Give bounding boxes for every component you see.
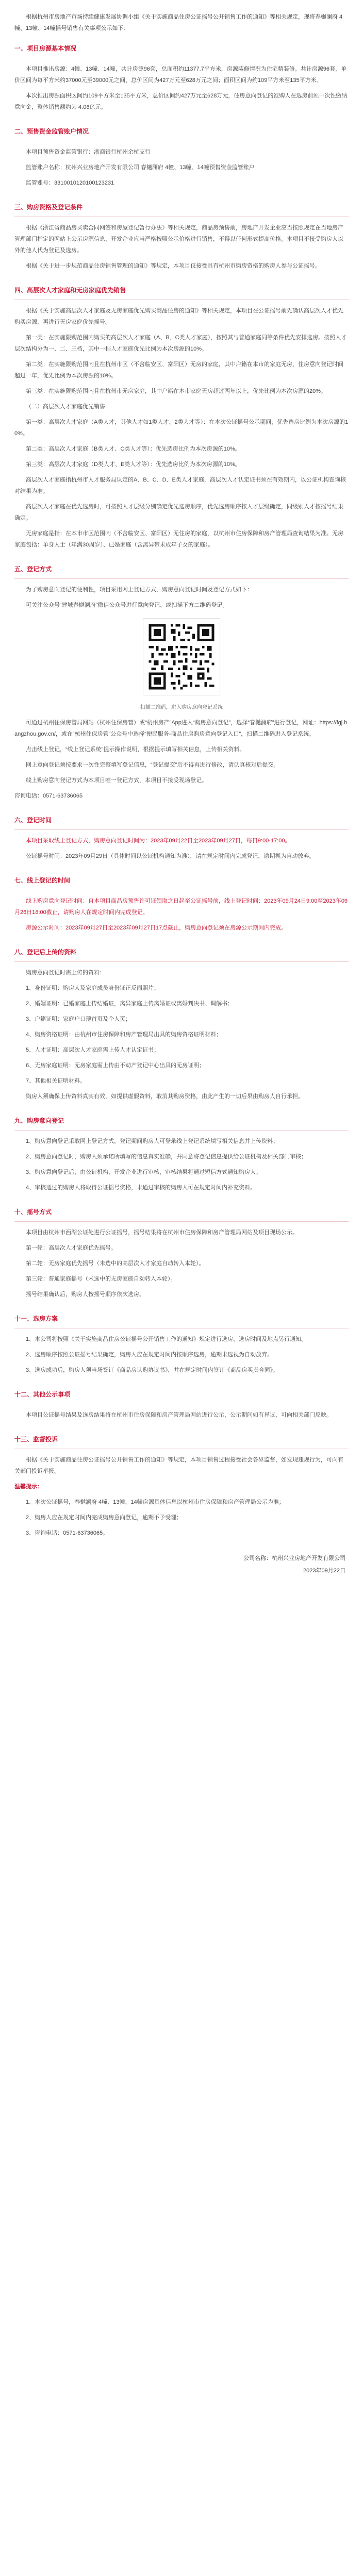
paragraph: 为了购房意向登记的便利性，项目采用网上登记方式，购房意向登记时间及登记方式如下： bbox=[26, 587, 253, 593]
section-priority-sales bbox=[14, 285, 349, 551]
paragraph: 本项目由杭州市西湖公证处进行公证摇号，摇号结果将在杭州市住房保障和房产管理局网站及项目现场公示。 bbox=[26, 1229, 298, 1236]
paragraph: 购房人须确保上传资料真实有效，如提供虚假资料，取消其购房资格，由此产生的一切后果由购房人自行承担。 bbox=[26, 1093, 304, 1100]
paragraph: 根据《浙江省商品房买卖合同网签和房屋登记暂行办法》等相关规定，商品房预售前，房地产开发企业应当按照规定在当地房产管理部门指定的网站上公示房源信息，开发企业应当严格按照公示价格进行销售，不得以任何形式提高价格。本项目不接受购房人以外的他人代为登记及选房。 bbox=[14, 225, 343, 254]
section-other-notices bbox=[14, 1389, 349, 1421]
section-title: 五、登记方式 bbox=[14, 566, 52, 573]
note-item: 3、咨询电话：0571-63736065。 bbox=[26, 1530, 109, 1536]
section-escrow-account bbox=[14, 126, 349, 189]
paragraph: 第三类：高层次人才家庭（D类人才、E类人才等）：优先选房比例为本次房源的10%。 bbox=[26, 461, 241, 468]
section-selection-plan bbox=[14, 1314, 349, 1376]
notes-title: 温馨提示： bbox=[14, 1484, 43, 1490]
paragraph: 根据《关于实施高层次人才家庭及无房家庭优先购买商品住房的通知》等相关规定，本项目在公证摇号前先确认高层次人才优先购买房源，再进行无房家庭优先摇号。 bbox=[14, 308, 343, 325]
section-title: 六、登记时间 bbox=[14, 817, 52, 824]
qr-caption: 扫描二维码，进入购房意向登记系统 bbox=[140, 705, 223, 710]
qr-code-wrap bbox=[14, 618, 349, 695]
paragraph: 点击线上登记，“线上登记系统”提示操作说明，根据提示填写相关信息，上传相关资料。 bbox=[26, 746, 245, 753]
paragraph: 本项目采取线上登记方式，购房意向登记时间为：2023年09月22日至2023年09月27日，每日9:00-17:00。 bbox=[26, 838, 291, 844]
paragraph: 监管账号：3310010120100123231 bbox=[26, 180, 114, 186]
paragraph: 本项目预售资金监管银行：浙商银行杭州余杭支行 bbox=[26, 149, 151, 155]
paragraph: 可关注公众号“建城春樾澜府”微信公众号进行意向登记，或扫描下方二维码登记。 bbox=[26, 602, 228, 608]
paragraph: 监管账户名称：杭州兴业房地产开发有限公司 春樾澜府 4幢、13幢、14幢预售资金监管账户 bbox=[26, 164, 255, 171]
section-title: 十三、监督投诉 bbox=[14, 1436, 58, 1443]
paragraph: 1、本公司将按照《关于实施商品住房公证摇号公开销售工作的通知》规定进行选房，选房时间及地点另行通知。 bbox=[26, 1336, 307, 1342]
paragraph: 线上购房意向登记方式为本项目唯一登记方式，本项目不接受现场登记。 bbox=[26, 777, 207, 784]
signature-block bbox=[14, 1552, 349, 1577]
signature-date: 2023年09月22日 bbox=[303, 1568, 345, 1574]
note-item: 2、购房人应在规定时间内完成购房意向登记，逾期不予受理； bbox=[26, 1515, 183, 1521]
section-title: 七、线上登记的时间 bbox=[14, 877, 71, 884]
section-title: 十、摇号方式 bbox=[14, 1208, 52, 1216]
company-name: 公司名称：杭州兴业房地产开发有限公司 bbox=[243, 1555, 345, 1561]
section-registration-method bbox=[14, 564, 349, 802]
paragraph: 7、其他相关证明材料。 bbox=[26, 1078, 86, 1084]
section-title: 一、项目房源基本情况 bbox=[14, 45, 77, 52]
section-title: 九、购房意向登记 bbox=[14, 1117, 64, 1124]
paragraph: 根据《关于实施商品住房公证摇号公开销售工作的通知》等规定，本项目销售过程接受社会各界监督，如发现违规行为，可向有关部门投诉举报。 bbox=[14, 1457, 343, 1474]
paragraph: 4、审核通过的购房人将取得公证摇号资格，未通过审核的购房人可在规定时间内补充资料。 bbox=[26, 1185, 256, 1191]
qr-code-icon bbox=[146, 622, 217, 692]
paragraph: 1、身份证明：购房人及家庭成员身份证正反面照片； bbox=[26, 985, 160, 991]
section-title: 八、登记后上传的资料 bbox=[14, 949, 77, 956]
paragraph: 高层次人才家庭指杭州市人才服务局认定的A、B、C、D、E类人才家庭，高层次人才认定证书须在有效期内，以公证机构查询核对结果为准。 bbox=[14, 477, 346, 494]
divider bbox=[14, 961, 349, 962]
contact-phone: 咨询电话：0571-63736065 bbox=[14, 793, 83, 799]
paragraph: 3、户籍证明：家庭户口簿首页及个人页； bbox=[26, 1016, 131, 1022]
paragraph: 6、无房家庭证明：无房家庭需上传由不动产登记中心出具的无房证明； bbox=[26, 1062, 205, 1069]
intro-paragraph: 根据杭州市房地产市场持续健康发展协调小组《关于实施商品住房公证摇号公开销售工作的通知》等相关规定，现将春樾澜府 4幢、13幢、14幢摇号销售有关事项公示如下： bbox=[14, 14, 343, 31]
paragraph: 第三类：在实施限购范围内且在杭州市无房家庭，其中户籍在本市家庭无房超过两年以上，优先比例为本次房源的20%。 bbox=[26, 388, 327, 394]
section-property-info bbox=[14, 43, 349, 113]
paragraph: 线上购房意向登记时间：自本项目商品房预售许可证领取之日起至公证摇号前，线上登记时间：2023年09月24日9:00至2023年09月26日18:00截止，请购房人在规定时间内完成登记。 bbox=[14, 898, 348, 916]
section-upload-materials bbox=[14, 947, 349, 1102]
paragraph: 第一类：在实施限购范围内购买的高层次人才家庭（A、B、C类人才家庭），按照其与普通家庭同等条件优先安排选房。按照人才层次结构分为一、二、三档，其中一档人才家庭优先比例为本次房源的10%。 bbox=[14, 335, 347, 352]
paragraph: 本项目推出房源：4幢、13幢、14幢，共计房源96套，总面积约11377.7平方米，房源装修情况为住宅精装修。共计房源96套，单价区间为每平方米约37000元至39000元之间，总价区间为427万元至628万元之间；面积区间为约109平方米至135平方米。 bbox=[14, 66, 347, 84]
section-title: 二、预售资金监管账户情况 bbox=[14, 128, 89, 135]
paragraph: 房源公示时间：2023年09月27日至2023年09月27日17点截止，购房意向登记须在房源公示期间内完成。 bbox=[26, 925, 287, 931]
paragraph: 第三轮：普通家庭摇号（未选中的无房家庭自动转入本轮）。 bbox=[26, 1276, 176, 1282]
section-online-registration-time bbox=[14, 875, 349, 934]
section-supervision bbox=[14, 1434, 349, 1539]
section-title: 四、高层次人才家庭和无房家庭优先销售 bbox=[14, 287, 126, 294]
section-title: 三、购房资格及登记条件 bbox=[14, 204, 83, 211]
paragraph: 摇号结果确认后，购房人按摇号顺序依次选房。 bbox=[26, 1291, 145, 1298]
divider bbox=[14, 1221, 349, 1222]
paragraph: 2、选房顺序按照公证摇号结果确定，购房人应在规定时间内按顺序选房，逾期未选视为自动放弃。 bbox=[26, 1352, 273, 1358]
paragraph: 网上意向登记须按要求一次性完整填写登记信息，“登记提交”后不得再进行修改，请认真核对后提交。 bbox=[26, 762, 279, 768]
paragraph: 购房意向登记时需上传的资料： bbox=[26, 970, 105, 976]
divider bbox=[14, 1130, 349, 1131]
paragraph: 可通过杭州住保房管局网站（杭州住保房管）或“杭州房产”App进入“购房意向登记”，选择“春樾澜府”进行登记，网址：https://fgj.hangzhou.gov.cn/，或在“杭州住保房管”公众号中选择“便民服务-商品住房购房意向登记入口”，扫描二维码进入登记系统。 bbox=[14, 720, 348, 737]
paragraph: 第二轮：无房家庭优先摇号（未选中的高层次人才家庭自动转入本轮）。 bbox=[26, 1260, 205, 1267]
divider bbox=[14, 578, 349, 579]
section-lottery-method bbox=[14, 1207, 349, 1300]
paragraph: 1、购房意向登记采取网上登记方式，登记期间购房人可登录线上登记系统填写相关信息并上传资料； bbox=[26, 1138, 279, 1144]
section-title: 十二、其他公示事项 bbox=[14, 1391, 71, 1398]
divider bbox=[14, 829, 349, 830]
paragraph: 第一类：高层次人才家庭（A类人才，其他人才如1类人才、2类人才等）：在本次公证摇号公示期间，优先选房比例为本次房源的10%。 bbox=[14, 419, 349, 437]
section-eligibility bbox=[14, 202, 349, 272]
paragraph: 2、婚姻证明：已婚家庭上传结婚证，离异家庭上传离婚证或离婚判决书、调解书； bbox=[26, 1001, 234, 1007]
section-intent-registration bbox=[14, 1116, 349, 1193]
paragraph: 无房家庭是指：在本市市区范围内（不含临安区、富阳区）无住房的家庭，以杭州市住房保障和房产管理局查询结果为准。无房家庭包括：单身人士（年满30周岁）、已婚家庭（含离异带未成年子女的家庭）。 bbox=[14, 530, 343, 548]
paragraph: 5、人才证明：高层次人才家庭需上传人才认定证书； bbox=[26, 1047, 160, 1053]
section-title: 十一、选房方案 bbox=[14, 1315, 58, 1322]
paragraph: 第二类：在实施限购范围内且在杭州市区（不含临安区、富阳区）无房的家庭，其中户籍在本市的家庭无房，住房意向登记时间超过一年，优先比例为本次房源的10%。 bbox=[14, 361, 343, 379]
paragraph: 3、选房成功后，购房人须当场签订《商品房认购协议书》，并在规定时间内签订《商品房买卖合同》。 bbox=[26, 1367, 279, 1373]
paragraph: 第二类：高层次人才家庭（B类人才、C类人才等）：优先选房比例为本次房源的10%。 bbox=[26, 446, 241, 452]
paragraph: 3、购房意向登记后，由公证机构、开发企业进行审核，审核结果将通过短信方式通知购房人； bbox=[26, 1169, 262, 1175]
paragraph: 高层次人才家庭在优先选房时，可按照人才层级分别确定优先选房顺序，优先选房顺序按人才层级确定，同级别人才按摇号结果确定。 bbox=[14, 504, 343, 521]
paragraph: 本次推出房源面积区间约109平方米至135平方米，总价区间约427万元至628万元，住房意向登记的准购人在选房前须一次性缴纳意向金，整体销售额约为 4.06亿元。 bbox=[14, 93, 348, 110]
paragraph: 第一轮：高层次人才家庭优先摇号。 bbox=[26, 1245, 117, 1251]
qr-code[interactable] bbox=[143, 618, 220, 695]
section-registration-time bbox=[14, 815, 349, 862]
paragraph: （二）高层次人才家庭优先销售 bbox=[26, 404, 105, 410]
paragraph: 2、购房意向登记时，购房人须承诺所填写的信息真实准确，并同意将登记信息提供给公证机构及相关部门审核； bbox=[26, 1154, 307, 1160]
paragraph: 4、购房资格证明：由杭州市住房保障和房产管理局出具的购房资格证明材料； bbox=[26, 1032, 222, 1038]
paragraph: 本项目公证摇号结果及选房结果将在杭州市住房保障和房产管理局网站进行公示，公示期间如有异议，可向相关部门反映。 bbox=[26, 1412, 332, 1418]
note-item: 1、本次公证摇号，春樾澜府 4幢、13幢、14幢房源具体信息以杭州市住房保障和房产管理局公示为准； bbox=[26, 1499, 285, 1505]
paragraph: 公证摇号时间：2023年09月29日（具体时间以公证机构通知为准），请在规定时间内完成登记，逾期视为自动放弃。 bbox=[26, 853, 315, 859]
paragraph: 根据《关于进一步规范商品住房销售管理的通知》等规定，本项目仅接受具有杭州市购房资格的购房人参与公证摇号。 bbox=[26, 263, 321, 269]
